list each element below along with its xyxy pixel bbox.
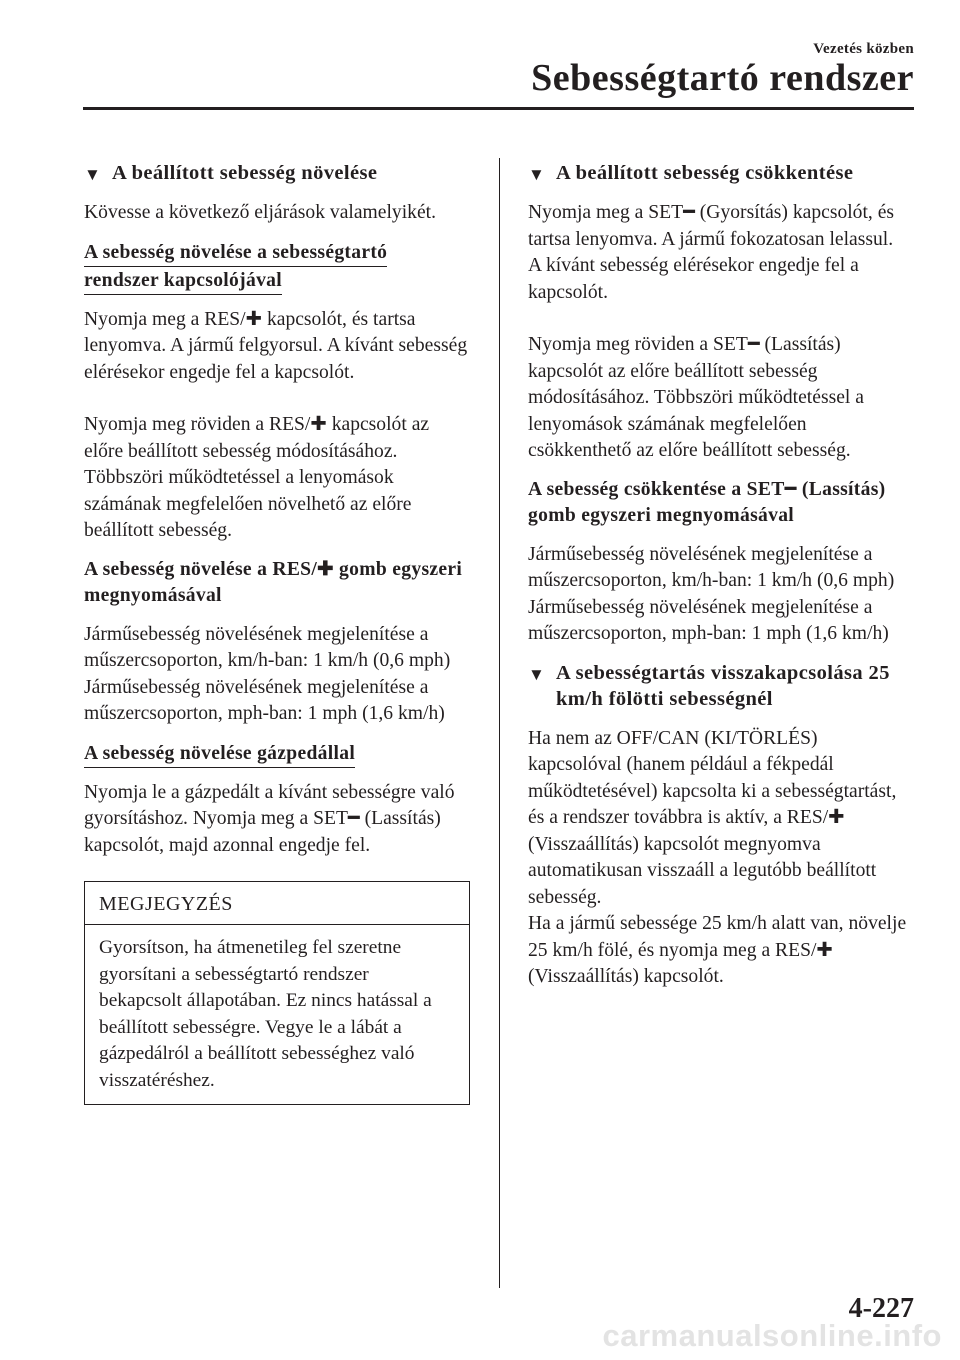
note-body: Gyorsítson, ha átmenetileg fel szeretne gyorsítani a sebességtartó rendszer bekapcsolt állapotában. Ez nincs hatással a beállított sebességre. Vegye le a lábát a gázpedálról a beállított sebességhez való visszatéréshez. (99, 937, 432, 1091)
page-number: 4-227 (848, 1293, 914, 1324)
paragraph: Járműsebesség növelésének megjelenítése a műszercsoporton, mph-ban: 1 mph (1,6 km/h) (528, 596, 889, 644)
paragraph: Járműsebesség növelésének megjelenítése a műszercsoporton, mph-ban: 1 mph (1,6 km/h) (84, 676, 445, 724)
section-heading: ▼ A sebességtartás visszakapcsolása 25 km/h fölötti sebességnél (528, 661, 890, 710)
subheading: A sebesség növelése a RES/✚ gomb egyszeri megnyomásával (84, 558, 463, 606)
section-label: Vezetés közben (813, 41, 914, 57)
paragraph: Járműsebesség növelésének megjelenítése a műszercsoporton, km/h-ban: 1 km/h (0,6 mph) (84, 623, 451, 671)
triangle-bullet-icon: ▼ (528, 165, 546, 184)
paragraph: Nyomja le a gázpedált a kívánt sebességre való gyorsításhoz. Nyomja meg a SET━ (Lassítás) kapcsolót, majd azonnal engedje fel. (84, 781, 455, 856)
paragraph: Járműsebesség növelésének megjelenítése a műszercsoporton, km/h-ban: 1 km/h (0,6 mph) (528, 543, 895, 591)
section-heading: ▼ A beállított sebesség csökkentése (528, 160, 913, 186)
header-rule (83, 107, 914, 110)
paragraph: Ha a jármű sebessége 25 km/h alatt van, növelje 25 km/h fölé, és nyomja meg a RES/✚ (Visszaállítás) kapcsolót. (528, 913, 907, 987)
paragraph: Kövesse a következő eljárások valamelyikét. (84, 202, 437, 223)
watermark: carmanualsonline.info (602, 1318, 942, 1353)
page-title: Sebességtartó rendszer (531, 57, 914, 99)
right-column (528, 160, 913, 1003)
paragraph: Nyomja meg röviden a SET━ (Lassítás) kapcsolót az előre beállított sebesség módosításához. Többszöri működtetéssel a lenyomások számának megfelelően csökkenthető az előre beállított sebesség. (528, 334, 864, 461)
subheading-underlined: A sebesség növelése gázpedállal (84, 740, 469, 768)
triangle-bullet-icon: ▼ (84, 165, 102, 184)
subheading: A sebesség csökkentése a SET━ (Lassítás) gomb egyszeri megnyomásával (528, 478, 886, 526)
column-divider (499, 158, 500, 1288)
paragraph: Nyomja meg röviden a RES/✚ kapcsolót az előre beállított sebesség módosításához. Többszöri működtetéssel a lenyomások számának megfelelően növelhető az előre beállított sebesség. (84, 414, 430, 541)
paragraph: Ha nem az OFF/CAN (KI/TÖRLÉS) kapcsolóval (hanem például a fékpedál működtetésével) kapcsolta ki a sebességtartást, és a rendszer továbbra is aktív, a RES/✚ (Visszaállítás) kapcsolót megnyomva automatikusan visszaáll a legutóbb beállított sebesség. (528, 727, 897, 908)
note-box (84, 881, 470, 1105)
note-title: MEGJEGYZÉS (85, 882, 469, 925)
paragraph: Nyomja meg a RES/✚ kapcsolót, és tartsa lenyomva. A jármű felgyorsul. A kívánt sebesség elérésekor engedje fel a kapcsolót. (84, 308, 468, 383)
paragraph: Nyomja meg a SET━ (Gyorsítás) kapcsolót, és tartsa lenyomva. A jármű fokozatosan lelassul. (528, 202, 895, 250)
section-heading: ▼ A beállított sebesség növelése (84, 160, 469, 186)
paragraph: A kívánt sebesség elérésekor engedje fel a kapcsolót. (528, 255, 859, 303)
triangle-bullet-icon: ▼ (528, 664, 546, 684)
left-column (84, 160, 469, 1105)
subheading-underlined: A sebesség növelése a sebességtartó rendszer kapcsolójával (84, 239, 469, 295)
